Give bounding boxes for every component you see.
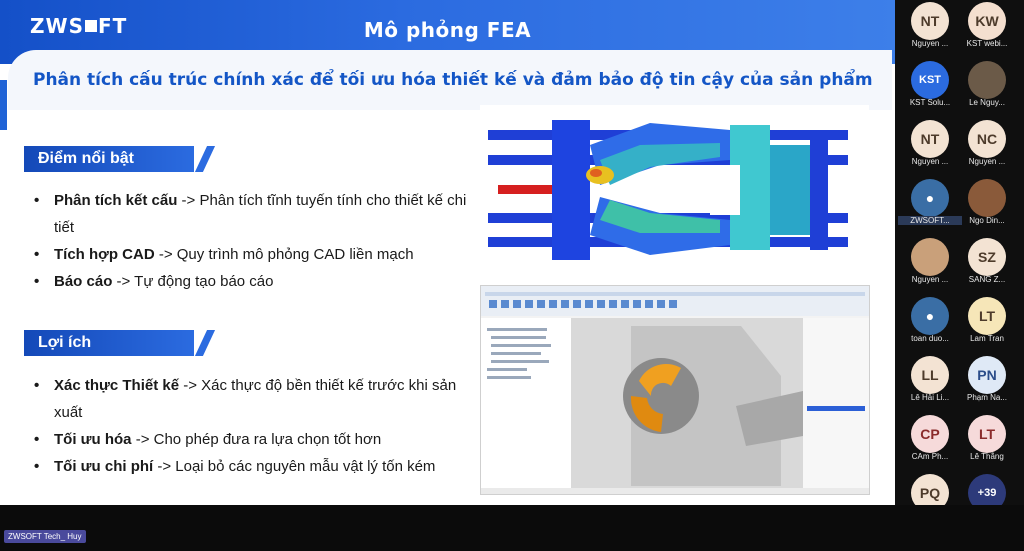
cad-interface-graphic bbox=[481, 286, 870, 495]
fea-model-graphic bbox=[480, 105, 869, 270]
avatar: LT bbox=[968, 297, 1006, 335]
participants-panel bbox=[895, 0, 1024, 551]
participant-tile[interactable]: ● toan duo... bbox=[898, 295, 962, 354]
heading-stripe bbox=[195, 146, 215, 172]
bottom-bar bbox=[0, 505, 1024, 551]
participant-tile[interactable]: KST KST Solu... bbox=[898, 59, 962, 118]
list-item: • Báo cáo -> Tự động tạo báo cáo bbox=[34, 273, 274, 290]
participant-tile[interactable]: Ngo Din... bbox=[955, 177, 1019, 236]
list-item: • Tối ưu chi phí -> Loại bỏ các nguyên mẫu vật lý tốn kém bbox=[34, 458, 436, 475]
avatar bbox=[968, 179, 1006, 217]
benefits-heading: Lợi ích bbox=[24, 330, 194, 356]
cad-software-screenshot bbox=[480, 285, 870, 495]
fea-stress-image bbox=[480, 105, 869, 270]
participant-tile[interactable]: NT Nguyen ... bbox=[898, 0, 962, 59]
more-count: +39 bbox=[968, 474, 1006, 512]
left-accent-bar bbox=[0, 80, 7, 130]
participant-tile[interactable]: KW KST webi... bbox=[955, 0, 1019, 59]
benefits-list bbox=[30, 372, 470, 480]
avatar bbox=[968, 61, 1006, 99]
list-item: • Tích hợp CAD -> Quy trình mô phỏng CAD liền mạch bbox=[34, 246, 414, 263]
avatar bbox=[911, 238, 949, 276]
participant-tile[interactable]: Nguyen ... bbox=[898, 236, 962, 295]
avatar: NT bbox=[911, 2, 949, 40]
avatar: SZ bbox=[968, 238, 1006, 276]
slide-title: Mô phỏng FEA bbox=[363, 18, 532, 42]
participant-tile[interactable]: LL Lê Hải Li... bbox=[898, 354, 962, 413]
participant-tile[interactable]: SZ SANG Z... bbox=[955, 236, 1019, 295]
user-icon: ● bbox=[911, 297, 949, 335]
avatar: LT bbox=[968, 415, 1006, 453]
participant-tile[interactable]: LT Lê Thắng bbox=[955, 413, 1019, 472]
highlights-list bbox=[30, 187, 470, 295]
zwsoft-logo: ZWS FT bbox=[30, 14, 128, 38]
participant-tile[interactable]: LT Lam Tran bbox=[955, 295, 1019, 354]
avatar: NT bbox=[911, 120, 949, 158]
avatar: LL bbox=[911, 356, 949, 394]
avatar: NC bbox=[968, 120, 1006, 158]
list-item: • Xác thực Thiết kế -> Xác thực độ bền thiết kế trước khi sản xuất bbox=[34, 377, 457, 421]
slide-subtitle: Phân tích cấu trúc chính xác để tối ưu hóa thiết kế và đảm bảo độ tin cậy của sản phẩm bbox=[33, 70, 873, 90]
highlights-heading: Điểm nổi bật bbox=[24, 146, 194, 172]
list-item: • Tối ưu hóa -> Cho phép đưa ra lựa chọn tốt hơn bbox=[34, 431, 382, 448]
heading-stripe bbox=[195, 330, 215, 356]
list-item: • Phân tích kết cấu -> Phân tích tĩnh tuyến tính cho thiết kế chi tiết bbox=[34, 192, 467, 236]
participant-tile[interactable]: CP CAm Ph... bbox=[898, 413, 962, 472]
avatar: PQ bbox=[911, 474, 949, 512]
participant-tile[interactable]: Le Nguy... bbox=[955, 59, 1019, 118]
avatar: CP bbox=[911, 415, 949, 453]
presenter-name-tag: ZWSOFT Tech_ Huy bbox=[4, 530, 86, 543]
participant-tile[interactable]: PN Phạm Na... bbox=[955, 354, 1019, 413]
avatar: KW bbox=[968, 2, 1006, 40]
avatar: PN bbox=[968, 356, 1006, 394]
participant-tile[interactable]: ● ZWSOFT... bbox=[898, 177, 962, 236]
user-icon: ● bbox=[911, 179, 949, 217]
participant-tile[interactable]: NT Nguyen ... bbox=[898, 118, 962, 177]
avatar: KST bbox=[911, 61, 949, 99]
participant-tile[interactable]: NC Nguyen ... bbox=[955, 118, 1019, 177]
